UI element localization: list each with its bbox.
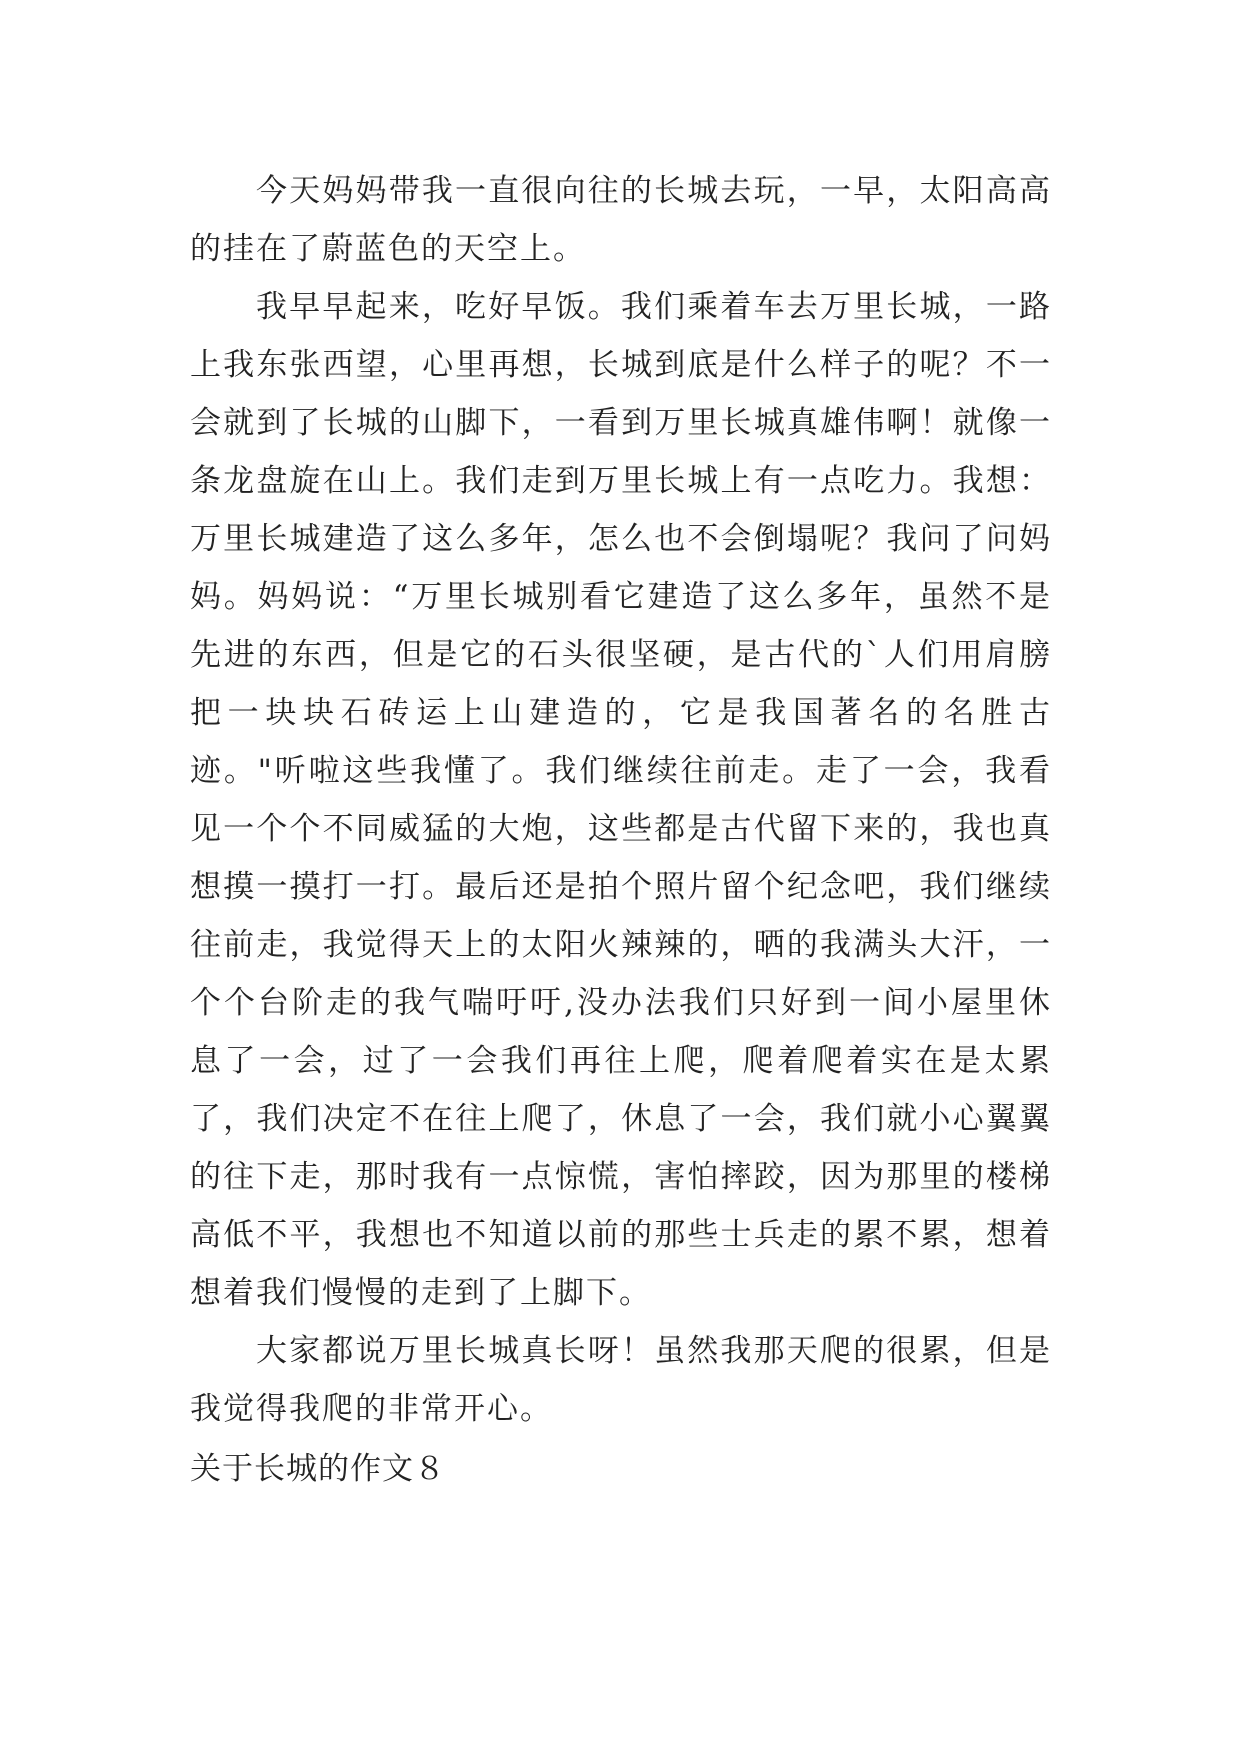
paragraph-intro: 今天妈妈带我一直很向往的长城去玩，一早，太阳高高的挂在了蔚蓝色的天空上。	[190, 173, 1052, 267]
essay-body	[190, 162, 1052, 1438]
paragraph-main: 我早早起来，吃好早饭。我们乘着车去万里长城，一路上我东张西望，心里再想，长城到底是什么样子的呢？不一会就到了长城的山脚下，一看到万里长城真雄伟啊！就像一条龙盘旋在山上。我们走到万里长城上有一点吃力。我想：万里长城建造了这么多年，怎么也不会倒塌呢？我问了问妈妈。妈妈说：“万里长城别看它建造了这么多年，虽然不是先进的东西，但是它的石头很坚硬，是古代的`人们用肩膀把一块块石砖运上山建造的，它是我国著名的名胜古迹。"听啦这些我懂了。我们继续往前走。走了一会，我看见一个个不同威猛的大炮，这些都是古代留下来的，我也真想摸一摸打一打。最后还是拍个照片留个纪念吧，我们继续往前走，我觉得天上的太阳火辣辣的，晒的我满头大汗，一个个台阶走的我气喘吁吁,没办法我们只好到一间小屋里休息了一会，过了一会我们再往上爬，爬着爬着实在是太累了，我们决定不在往上爬了，休息了一会，我们就小心翼翼的往下走，那时我有一点惊慌，害怕摔跤，因为那里的楼梯高低不平，我想也不知道以前的那些士兵走的累不累，想着想着我们慢慢的走到了上脚下。	[190, 289, 1052, 1311]
paragraph-conclusion: 大家都说万里长城真长呀！虽然我那天爬的很累，但是我觉得我爬的非常开心。	[190, 1333, 1052, 1427]
section-heading: 关于长城的作文８	[190, 1451, 446, 1487]
